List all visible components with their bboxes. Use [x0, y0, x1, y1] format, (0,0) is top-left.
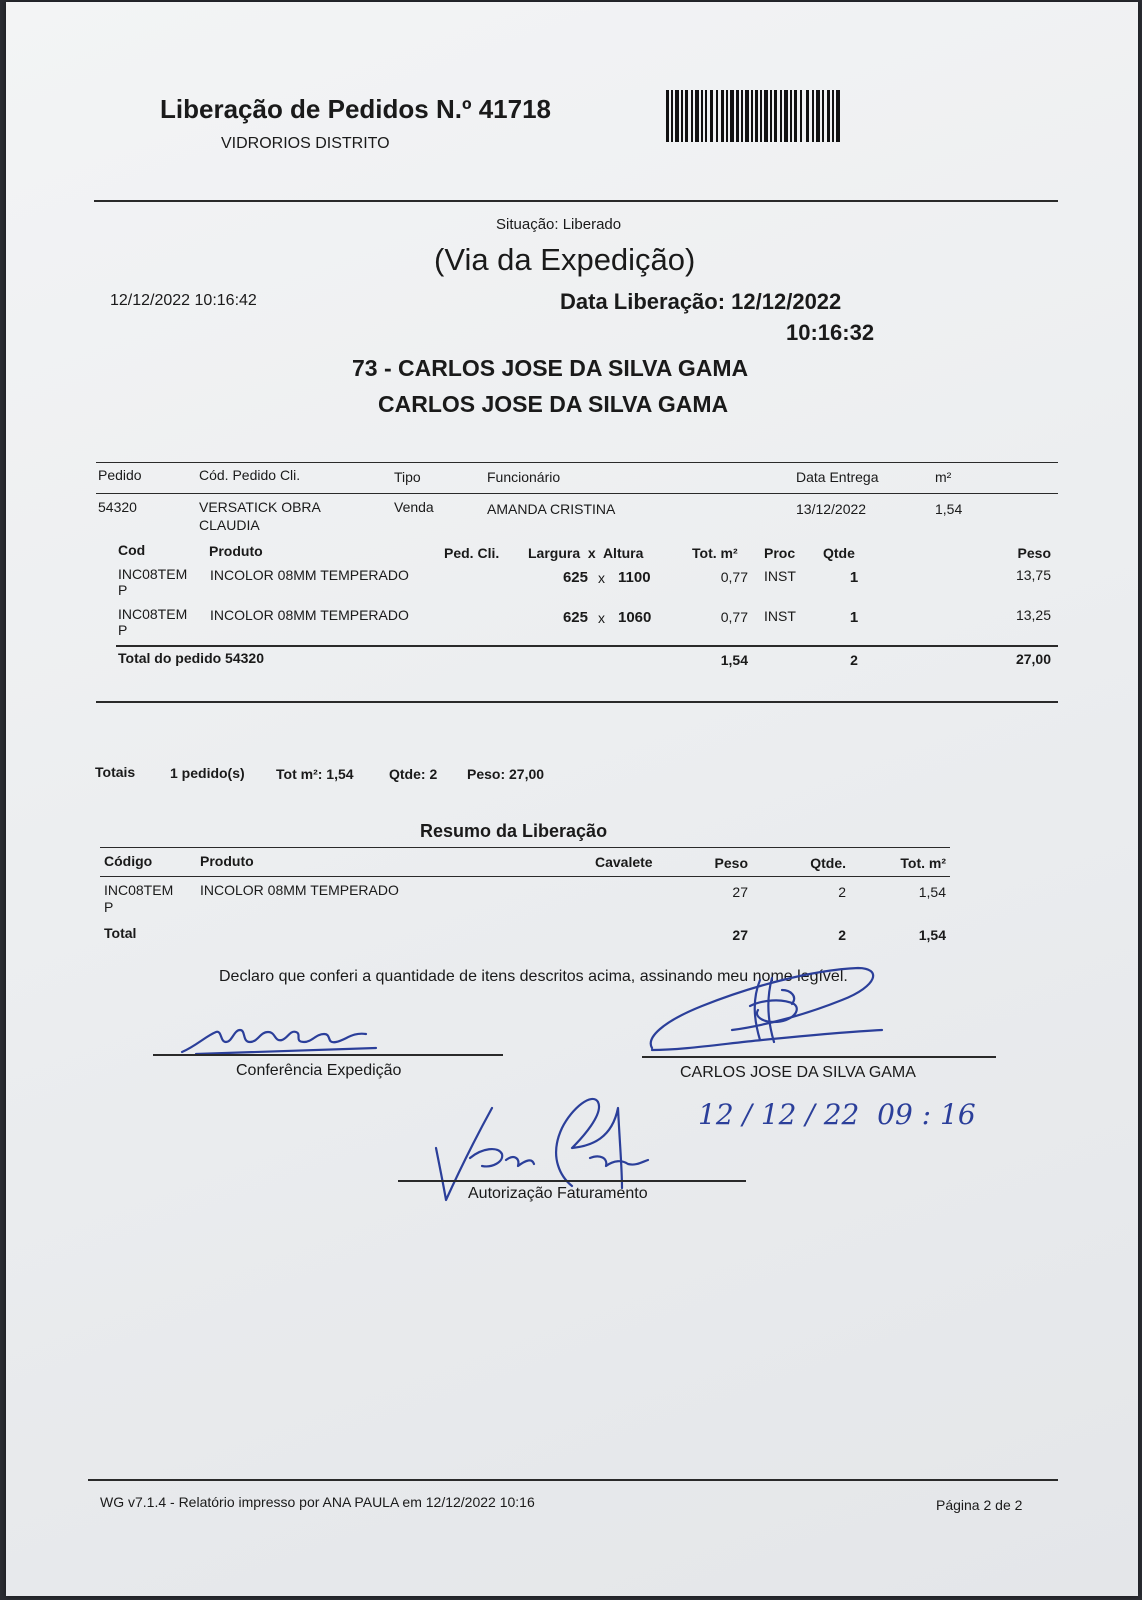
- summary-top-rule: [100, 847, 950, 848]
- items-total-rule: [116, 645, 1058, 647]
- conference-signature: [176, 1018, 396, 1058]
- item-2-cod-line2: P: [118, 622, 128, 638]
- item-1-altura: 1100: [618, 569, 651, 586]
- items-header-produto: Produto: [209, 543, 263, 559]
- item-2-x: x: [598, 610, 605, 626]
- order-table-top-rule: [96, 462, 1058, 463]
- summary-header-codigo: Código: [104, 853, 153, 869]
- totals-m2: Tot m²: 1,54: [276, 766, 354, 782]
- items-header-qtde: Qtde: [823, 545, 855, 561]
- summary-tot-m2: 1,54: [918, 884, 946, 900]
- summary-total-tot-m2: 1,54: [918, 927, 946, 943]
- totals-label: Totais: [95, 764, 136, 780]
- totals-peso: Peso: 27,00: [467, 766, 545, 782]
- footer-report-info: WG v7.1.4 - Relatório impresso por ANA PAULA em 12/12/2022 10:16: [100, 1494, 535, 1510]
- order-cod-cli-line2: CLAUDIA: [199, 517, 260, 533]
- release-time: 10:16:32: [786, 320, 875, 345]
- items-header-proc: Proc: [764, 545, 796, 561]
- order-funcionario: AMANDA CRISTINA: [487, 501, 616, 517]
- order-total-peso: 27,00: [1015, 651, 1051, 667]
- order-tipo: Venda: [394, 499, 434, 515]
- summary-produto: INCOLOR 08MM TEMPERADO: [200, 882, 399, 898]
- order-data-entrega: 13/12/2022: [796, 501, 867, 517]
- order-total-label: Total do pedido 54320: [118, 650, 264, 666]
- document-page: [6, 2, 1138, 1596]
- summary-header-rule: [100, 876, 950, 877]
- item-1-cod-line1: INC08TEM: [118, 566, 188, 582]
- items-header-tot-m2: Tot. m²: [692, 545, 738, 561]
- col-header-cod-cli: Cód. Pedido Cli.: [199, 467, 301, 483]
- item-1-peso: 13,75: [1015, 567, 1051, 583]
- totals-pedidos: 1 pedido(s): [170, 765, 245, 781]
- order-section-bottom-rule: [96, 701, 1058, 703]
- print-datetime: 12/12/2022 10:16:42: [110, 292, 257, 309]
- summary-total-label: Total: [104, 925, 137, 941]
- summary-header-peso: Peso: [714, 855, 748, 871]
- item-2-produto: INCOLOR 08MM TEMPERADO: [210, 607, 409, 623]
- items-header-ped-cli: Ped. Cli.: [444, 545, 500, 561]
- item-2-tot-m2: 0,77: [720, 609, 748, 625]
- summary-header-qtde: Qtde.: [810, 855, 846, 871]
- col-header-pedido: Pedido: [98, 467, 142, 483]
- item-2-peso: 13,25: [1015, 607, 1051, 623]
- summary-header-tot-m2: Tot. m²: [900, 855, 946, 871]
- item-1-proc: INST: [764, 568, 796, 584]
- order-cod-cli-line1: VERSATICK OBRA: [199, 499, 321, 515]
- order-pedido: 54320: [98, 499, 137, 515]
- client-name: CARLOS JOSE DA SILVA GAMA: [378, 391, 729, 417]
- summary-codigo-line2: P: [104, 899, 114, 915]
- item-2-proc: INST: [764, 608, 796, 624]
- summary-header-cavalete: Cavalete: [595, 854, 653, 870]
- copy-type: (Via da Expedição): [434, 242, 696, 277]
- order-total-qtde: 2: [850, 652, 858, 668]
- declaration-text: Declaro que conferi a quantidade de itens descritos acima, assinando meu nome legível.: [219, 968, 848, 985]
- status-text: Situação: Liberado: [496, 216, 622, 233]
- footer-page-number: Página 2 de 2: [936, 1497, 1023, 1513]
- client-signature: [642, 960, 892, 1060]
- summary-codigo-line1: INC08TEM: [104, 882, 174, 898]
- items-header-dimensions: Largura x Altura: [528, 545, 644, 561]
- item-2-largura: 625: [562, 609, 588, 626]
- summary-qtde: 2: [838, 884, 846, 900]
- item-1-tot-m2: 0,77: [720, 569, 748, 585]
- authorization-label: Autorização Faturamento: [468, 1185, 648, 1202]
- totals-qtde: Qtde: 2: [389, 766, 438, 782]
- summary-title: Resumo da Liberação: [420, 821, 608, 841]
- client-signature-line: [642, 1056, 996, 1058]
- footer-rule: [88, 1479, 1058, 1481]
- col-header-funcionario: Funcionário: [487, 469, 561, 485]
- item-1-produto: INCOLOR 08MM TEMPERADO: [210, 567, 409, 583]
- company-name: VIDRORIOS DISTRITO: [221, 135, 390, 152]
- client-signature-name: CARLOS JOSE DA SILVA GAMA: [680, 1064, 916, 1081]
- col-header-tipo: Tipo: [394, 469, 421, 485]
- summary-total-qtde: 2: [838, 927, 846, 943]
- item-1-x: x: [598, 570, 605, 586]
- col-header-m2: m²: [935, 469, 952, 485]
- item-2-qtde: 1: [849, 609, 859, 626]
- items-header-cod: Cod: [118, 542, 146, 558]
- item-1-largura: 625: [562, 569, 588, 586]
- header-divider: [94, 200, 1058, 202]
- order-total-m2: 1,54: [720, 652, 748, 668]
- item-1-cod-line2: P: [118, 582, 128, 598]
- release-date: Data Liberação: 12/12/2022: [560, 289, 842, 314]
- summary-peso: 27: [732, 884, 748, 900]
- item-2-cod-line1: INC08TEM: [118, 606, 188, 622]
- handwritten-date: 12 / 12 / 22 09 : 16: [698, 1098, 976, 1131]
- authorization-signature-line: [398, 1180, 746, 1182]
- items-header-peso: Peso: [1017, 545, 1051, 561]
- conference-signature-line: [153, 1054, 503, 1056]
- order-header-rule: [96, 493, 1058, 494]
- summary-header-produto: Produto: [200, 853, 254, 869]
- summary-total-peso: 27: [732, 927, 748, 943]
- col-header-data-entrega: Data Entrega: [796, 469, 879, 485]
- item-2-altura: 1060: [618, 609, 652, 626]
- document-title: Liberação de Pedidos N.º 41718: [160, 94, 551, 124]
- barcode: [666, 90, 842, 142]
- item-1-qtde: 1: [849, 569, 859, 586]
- order-m2: 1,54: [935, 501, 963, 517]
- client-code-name: 73 - CARLOS JOSE DA SILVA GAMA: [352, 355, 749, 381]
- conference-label: Conferência Expedição: [236, 1062, 402, 1079]
